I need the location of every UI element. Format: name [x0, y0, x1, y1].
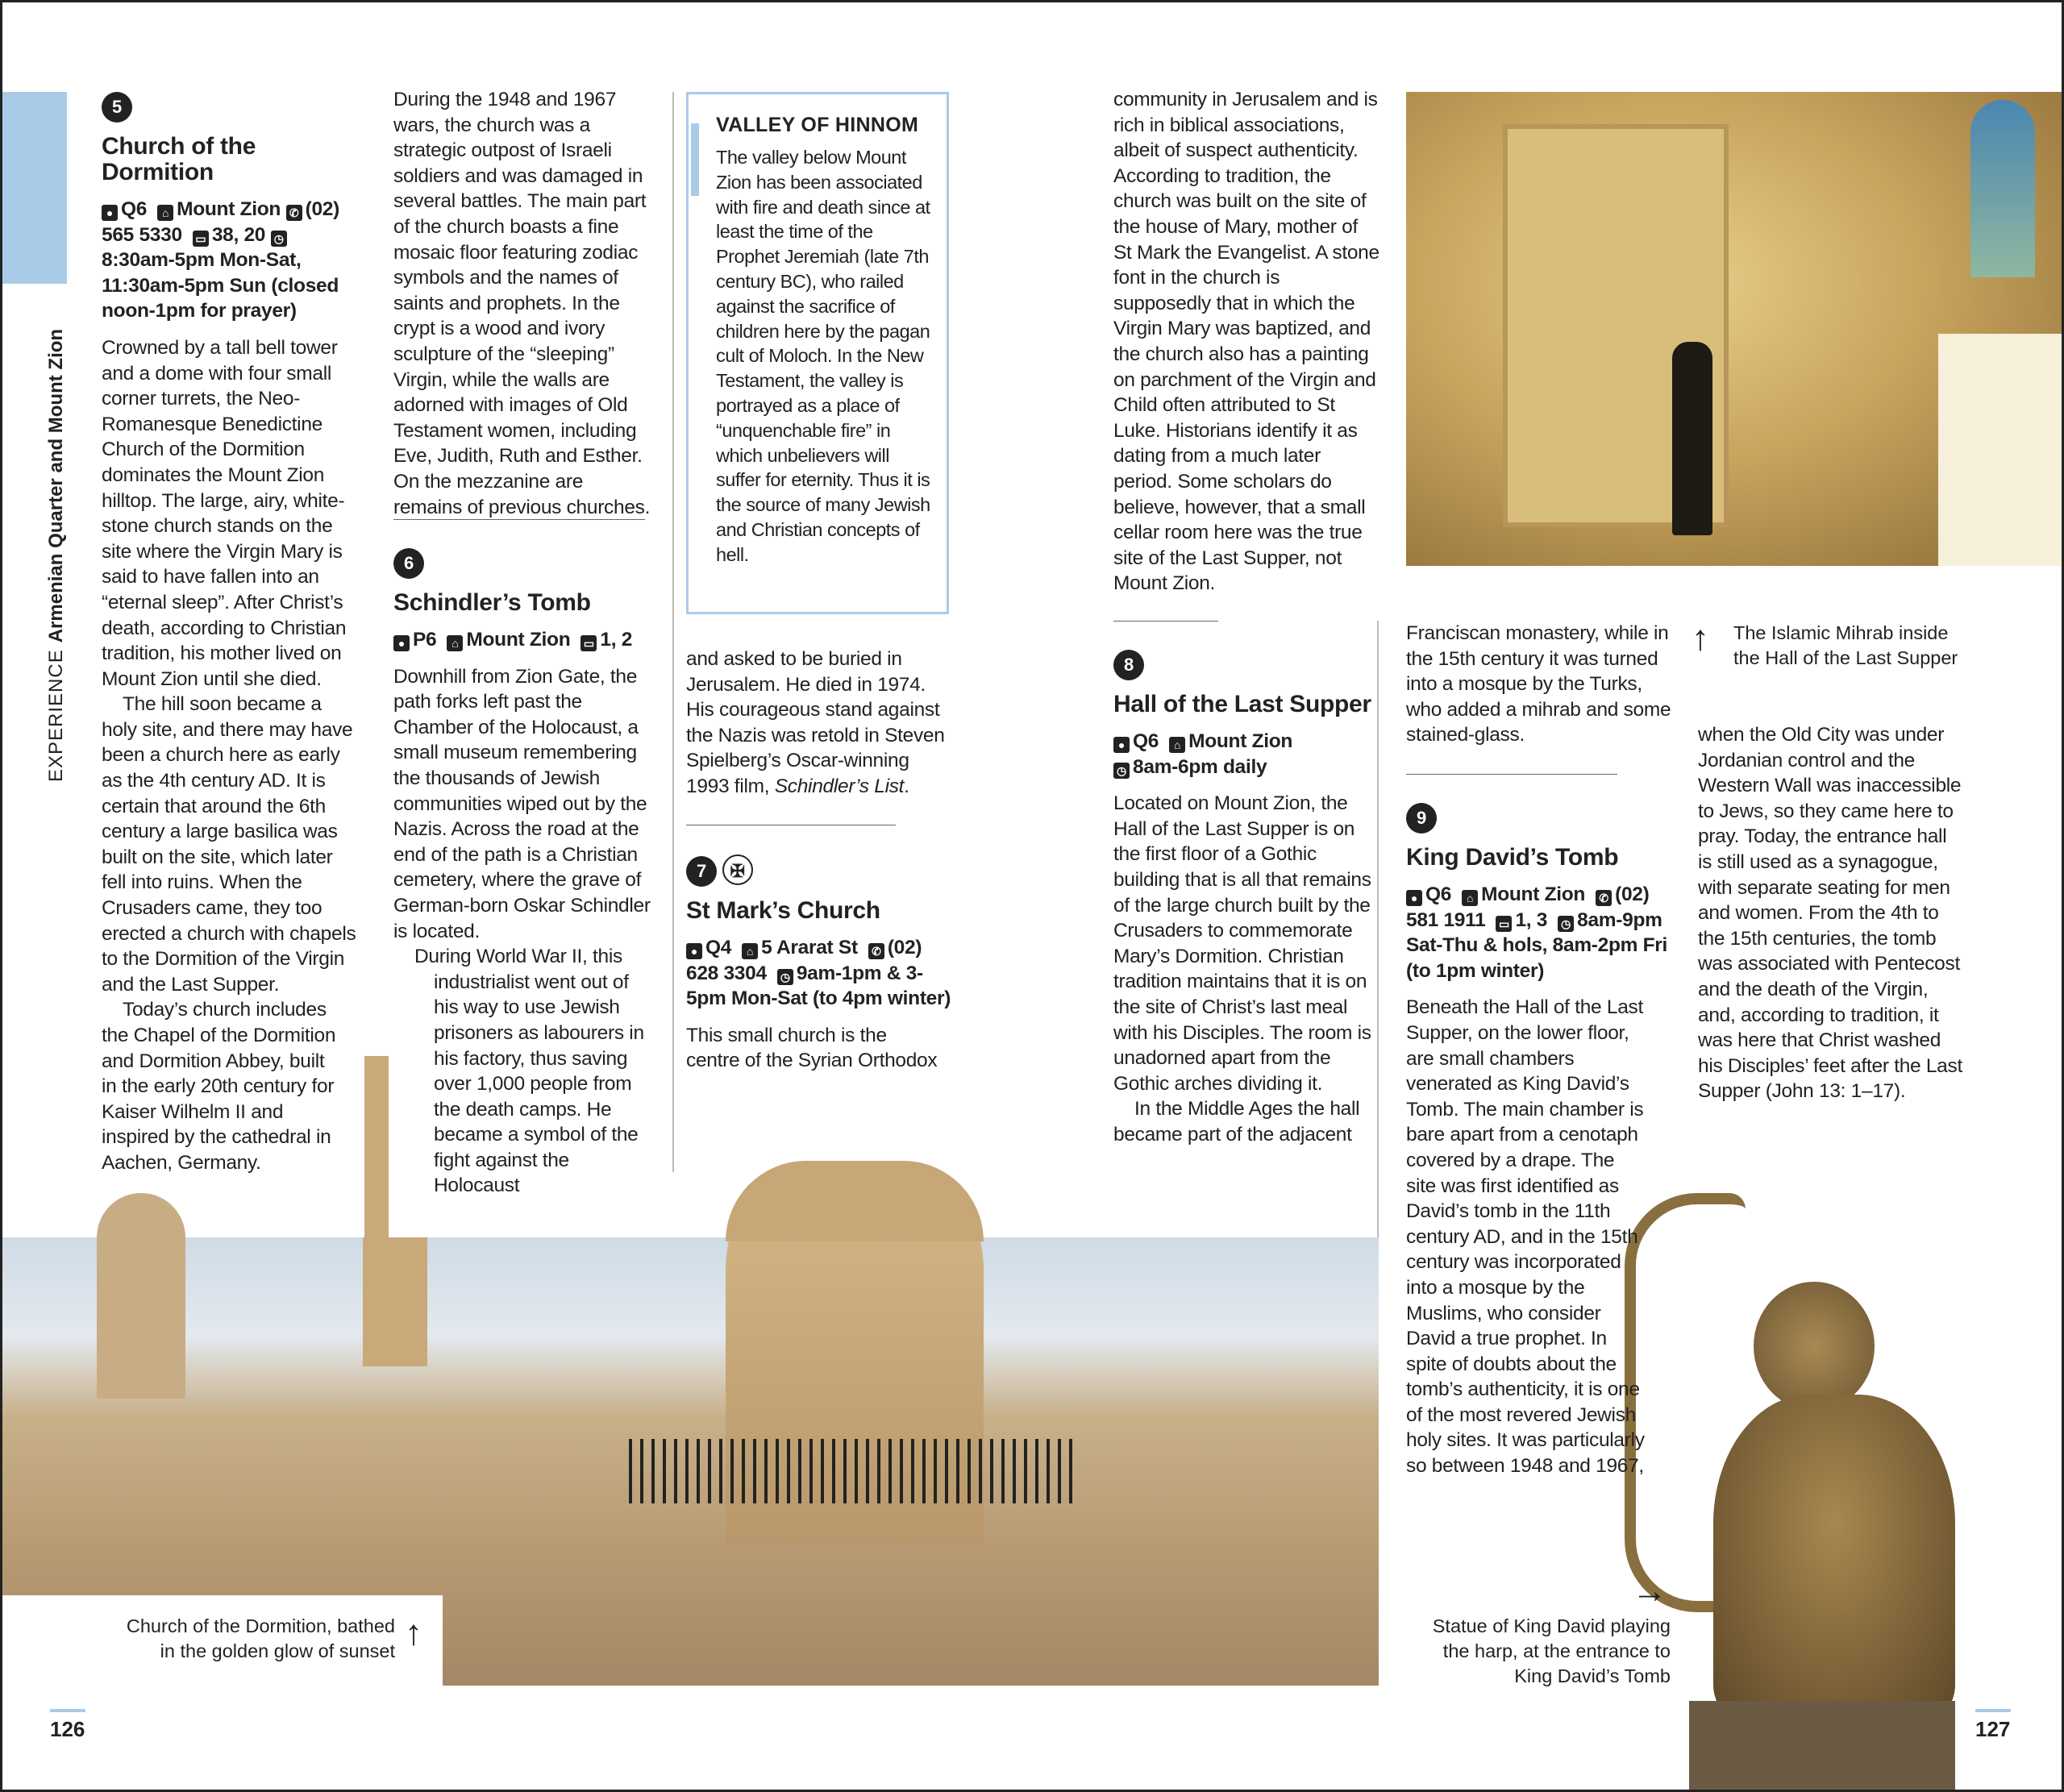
paragraph: This small church is the centre of the Syrian Orthodox: [686, 1024, 938, 1072]
text: and asked to be buried in Jerusalem. He died in 1974. His courageous stand against the Nazis was retold in Steven Spielberg’s Oscar-winning 1993 film,: [686, 648, 945, 797]
clock-icon: ◷: [777, 969, 793, 985]
hours: 8am-6pm daily: [1133, 755, 1267, 778]
clock-icon: ◷: [271, 231, 287, 247]
bus-icon: ▭: [580, 635, 597, 651]
paragraph: when the Old City was under Jordanian control and the Western Wall was inaccessible to Jews, so they came here to pray. Today, the entrance hall is still used as a synagogue, with separate seating for men and women. From the 4th to the 15th centuries, the tomb was associated with Pentecost and the death of the Virgin, and, according to tradition, it was here that Christ washed his Disciples’ feet after the Last Supper (John 13: 1–17).: [1698, 724, 1962, 1103]
paragraph: During World War II, this industrialist went out of his way to use Jewish prisoners as labourers in his factory, thus saving over 1,000 people from the death camps. He became a symbol of the fight against the Holocaust: [414, 946, 644, 1197]
map-pin-icon: ●: [686, 943, 702, 959]
entry-title: King David’s Tomb: [1406, 844, 1619, 871]
section-tab: [2, 92, 67, 284]
paragraph: Crowned by a tall bell tower and a dome with four small corner turrets, the Neo-Romanesque Benedictine Church of the Dormition dominates the Mount Zion hilltop. The large, airy, white-stone church stands on the site where the Virgin Mary is said to have fallen into an “eternal sleep”. After Christ’s death, according to Christian tradition, his mother lived on Mount Zion until she died.: [102, 336, 347, 690]
phone-icon: ✆: [868, 943, 884, 959]
address: Mount Zion: [466, 629, 571, 651]
bus: 1, 2: [600, 629, 633, 651]
text: .: [904, 775, 909, 797]
map-pin-icon: ●: [393, 635, 410, 651]
paragraph: Downhill from Zion Gate, the path forks left past the Chamber of the Holocaust, a small museum remembering the thousands of Jewish communities wiped out by the Nazis. Across the road at the end of the path is a Christian cemetery, where the grave of German-born Oskar Schindler is located.: [393, 665, 651, 942]
paragraph: community in Jerusalem and is rich in biblical associations, albeit of suspect authenticity. According to tradition, the church was built on the site of the house of Mary, mother of St Mark the Evangelist. A stone font in the church is supposedly that in which the Virgin Mary was baptized, and the church also has a painting on parchment of the Virgin and Child often attributed to St Luke. Historians identify it as dating from a much later period. Some scholars do believe, however, that a small cellar room here was the true site of the Last Supper, not Mount Zion.: [1113, 89, 1379, 595]
entry-dormition: [102, 92, 360, 1176]
phone: (02) 581 1911: [1406, 884, 1650, 931]
grid-ref: Q6: [1133, 730, 1159, 752]
doorway: [1938, 334, 2064, 566]
grid-ref: Q6: [121, 198, 148, 220]
column-6: [1698, 722, 1964, 1104]
arrow-up-icon: ↑: [405, 1613, 422, 1653]
entry-badges: [686, 854, 952, 895]
entry-info: [1113, 729, 1379, 780]
chapter-title: Armenian Quarter and Mount Zion: [45, 328, 67, 643]
stained-glass-window: [1970, 100, 2035, 277]
paragraph: In the Middle Ages the hall became part of the adjacent: [1113, 1098, 1360, 1145]
entry-info: [1406, 882, 1672, 983]
statue-head: [1754, 1282, 1875, 1411]
address: 5 Ararat St: [761, 937, 858, 958]
feature-text: The valley below Mount Zion has been associated with fire and death since at least the time of the Prophet Jeremiah (late 7th century BC), who railed against the sacrifice of children here by the pagan cult of Moloch. In the New Testament, the valley is portrayed as a place of “unquenchable fire” in which unbelievers will suffer for eternity. Thus it is the source of many Jewish and Christian concepts of hell.: [716, 147, 930, 565]
home-icon: ⌂: [447, 635, 463, 651]
bus-icon: ▭: [193, 231, 209, 247]
column-5: [1406, 621, 1672, 748]
address: Mount Zion: [1188, 730, 1293, 752]
phone-icon: ✆: [1596, 890, 1612, 906]
feature-box: [686, 92, 949, 614]
grid-ref: Q4: [705, 937, 732, 958]
minaret-top: [97, 1193, 185, 1241]
railing: [629, 1439, 1080, 1503]
paragraph: Beneath the Hall of the Last Supper, on the lower floor, are small chambers venerated as King David’s Tomb. The main chamber is bare apart from a cenotaph covered by a drape. The site was first identified as David’s tomb in the 11th century AD, and in the 15th century was incorporated into a mosque by the Muslims, who consider David a true prophet. In spite of doubts about the tomb’s authenticity, it is one of the most revered Jewish holy sites. It was particularly so between 1948 and 1967,: [1406, 996, 1645, 1478]
paragraph: [686, 647, 952, 800]
clock-icon: ◷: [1558, 916, 1574, 932]
hours: 8am-9pm Sat-Thu & hols, 8am-2pm Fri (to 1pm winter): [1406, 908, 1668, 982]
paragraph: Franciscan monastery, while in the 15th century it was turned into a mosque by the Turks, who added a mihrab and some stained-glass.: [1406, 622, 1671, 746]
entry-info: [102, 197, 360, 324]
entry-info: [686, 935, 952, 1012]
statue-body: [1713, 1395, 1955, 1717]
bus: 38, 20: [211, 223, 266, 246]
entry-title: Schindler’s Tomb: [393, 589, 591, 616]
entry-number: 7: [686, 856, 717, 887]
map-pin-icon: ●: [102, 205, 118, 221]
entry-number: 8: [1113, 650, 1144, 680]
bus-icon: ▭: [1496, 916, 1512, 932]
entry-david: [1406, 803, 1672, 1479]
page-number-left: 126: [50, 1717, 85, 1741]
column-4: [1113, 87, 1379, 597]
feature-title: VALLEY OF HINNOM: [716, 114, 919, 136]
mihrab-photo: [1406, 92, 2064, 566]
entry-supper: [1113, 650, 1379, 1148]
entry-schindler: [393, 548, 656, 1199]
arrow-right-icon: →: [1632, 1571, 1667, 1611]
running-header: [45, 329, 68, 782]
entry-title: Church of the Dormition: [102, 133, 256, 185]
divider: [1113, 621, 1218, 622]
column-divider: [672, 92, 674, 1172]
feature-accent: [691, 123, 699, 196]
map-pin-icon: ●: [1406, 890, 1422, 906]
visitor-figure: [1672, 342, 1712, 535]
entry-title: St Mark’s Church: [686, 897, 880, 924]
caption-dormition: Church of the Dormition, bathed in the golden glow of sunset: [126, 1615, 395, 1661]
paragraph: Located on Mount Zion, the Hall of the Last Supper is on the first floor of a Gothic building that is all that remains of the large church built by the Crusaders to commemorate Mary’s Dormition. Christian tradition maintains that it is on the site of Christ’s last meal with his Disciples. The room is unadorned apart from the Gothic arches dividing it.: [1113, 792, 1371, 1095]
statue-base: [1689, 1701, 1955, 1792]
page-number-right: 127: [1975, 1717, 2011, 1741]
home-icon: ⌂: [157, 205, 173, 221]
church-icon: ✠: [722, 854, 753, 885]
map-pin-icon: ●: [1113, 737, 1130, 753]
entry-stmark: [686, 854, 952, 1074]
arrow-up-icon: ↑: [1692, 618, 1709, 658]
entry-title: Hall of the Last Supper: [1113, 691, 1371, 717]
caption-mihrab: The Islamic Mihrab inside the Hall of the Last Supper: [1733, 622, 1958, 668]
paragraph: Today’s church includes the Chapel of the Dormition and Dormition Abbey, built in the early 20th century for Kaiser Wilhelm II and inspired by the cathedral in Aachen, Germany.: [102, 999, 336, 1174]
column-3: [686, 647, 952, 800]
phone: (02) 565 5330: [102, 198, 339, 246]
hours: 8:30am-5pm Mon-Sat, 11:30am-5pm Sun (closed noon-1pm for prayer): [102, 249, 339, 322]
clock-icon: ◷: [1113, 763, 1130, 779]
address: Mount Zion: [177, 198, 281, 220]
grid-ref: Q6: [1425, 884, 1452, 905]
entry-info: [393, 627, 656, 653]
minaret: [97, 1237, 185, 1399]
caption-statue: Statue of King David playing the harp, at the entrance to King David’s Tomb: [1432, 1615, 1671, 1686]
section-label: EXPERIENCE: [45, 649, 67, 782]
home-icon: ⌂: [1169, 737, 1185, 753]
phone: (02) 628 3304: [686, 937, 922, 984]
paragraph: During the 1948 and 1967 wars, the church was a strategic outpost of Israeli soldiers and was damaged in several battles. The main part of the church boasts a fine mosaic floor featuring zodiac symbols and the names of saints and prophets. In the crypt is a wood and ivory sculpture of the “sleeping” Virgin, while the walls are adorned with images of Old Testament women, including Eve, Judith, Ruth and Esther. On the mezzanine are remains of previous churches.: [393, 89, 651, 518]
home-icon: ⌂: [742, 943, 758, 959]
home-icon: ⌂: [1462, 890, 1478, 906]
bell-tower-top: [364, 1056, 389, 1241]
paragraph: The hill soon became a holy site, and there may have been a church here as early as the 4th century AD. It is certain that around the 6th century a large basilica was built on the site, which later fell into ruins. When the Crusaders came, they too erected a church with chapels to the Dormition of the Virgin and the Last Supper.: [102, 693, 356, 996]
bell-tower: [363, 1237, 427, 1366]
entry-number: 9: [1406, 803, 1437, 834]
address: Mount Zion: [1481, 884, 1586, 905]
phone-icon: ✆: [286, 205, 302, 221]
divider: [1406, 774, 1617, 775]
church-top: [726, 1161, 984, 1241]
hours: 9am-1pm & 3-5pm Mon-Sat (to 4pm winter): [686, 962, 951, 1010]
grid-ref: P6: [413, 629, 437, 651]
column-2: [393, 87, 656, 520]
bus: 1, 3: [1515, 908, 1548, 931]
entry-number: 6: [393, 548, 424, 579]
entry-number: 5: [102, 92, 132, 123]
film-title: Schindler’s List: [774, 775, 905, 797]
